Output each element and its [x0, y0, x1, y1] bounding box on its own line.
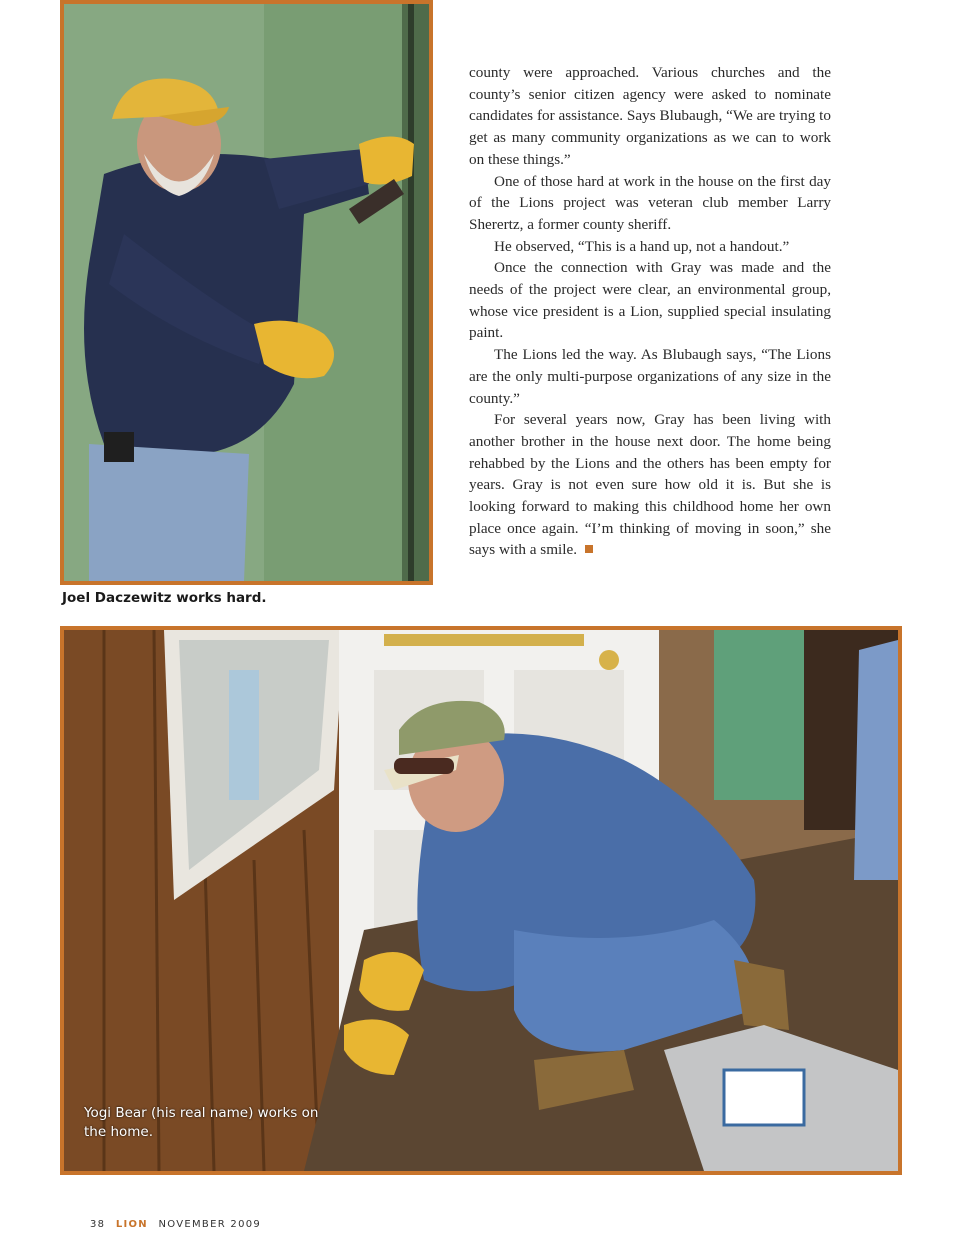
article-paragraph: He observed, “This is a hand up, not a handout.”: [494, 237, 790, 255]
page-footer: [90, 1219, 261, 1230]
end-of-article-icon: [585, 545, 593, 553]
photo-man-working-floor: [64, 630, 898, 1171]
photo-man-scraping-wall: [64, 4, 429, 581]
photo-yogi-bear: [60, 626, 902, 1175]
issue-date: NOVEMBER 2009: [158, 1219, 262, 1230]
caption-bottom: Yogi Bear (his real name) works on the home.: [84, 1105, 319, 1140]
photo-joel-daczewitz: [60, 0, 433, 585]
article-paragraph-last: [469, 409, 831, 561]
article-paragraph: The Lions led the way. As Blubaugh says, “The Lions are the only multi-purpose organizations of any size in the county.”: [469, 346, 831, 407]
page-number: 38: [90, 1219, 106, 1230]
article-paragraph: One of those hard at work in the house on the first day of the Lions project was veteran club member Larry Sherertz, a former county sheriff.: [469, 172, 831, 233]
article-paragraph: county were approached. Various churches and the county’s senior citizen agency were asked to nominate candidates for assistance. Says Blubaugh, “We are trying to get as many community organizations as we can to work on these things.”: [469, 64, 831, 168]
caption-top: Joel Daczewitz works hard.: [62, 590, 267, 606]
article-body: [469, 62, 831, 561]
article-paragraph-text: For several years now, Gray has been living with another brother in the house next door. The home being rehabbed by the Lions and the others has been empty for years. Gray is not even sure how old it is. But she is looking forward to making this childhood home her own place once again. “I’m thinking of moving in soon,” she says with a smile.: [469, 411, 831, 559]
article-paragraph: Once the connection with Gray was made and the needs of the project were clear, an environmental group, whose vice president is a Lion, supplied special insulating paint.: [469, 259, 831, 342]
magazine-name: LION: [115, 1219, 148, 1230]
